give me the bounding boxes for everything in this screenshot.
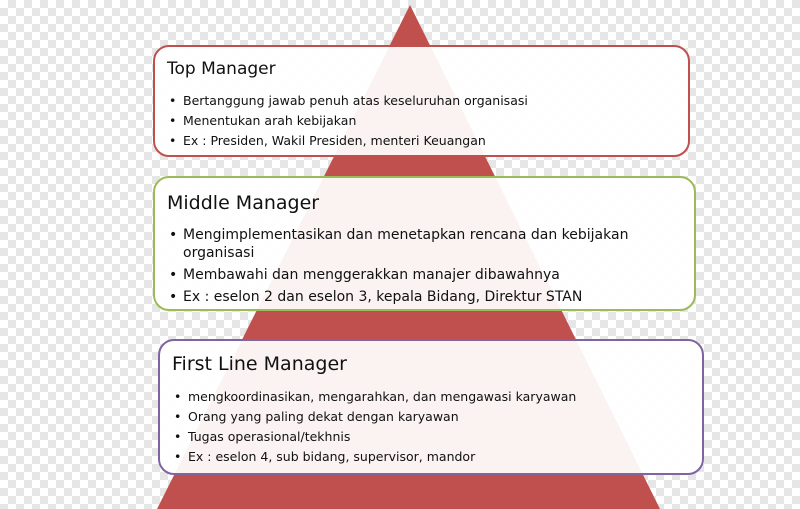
list-item: • Membawahi dan menggerakkan manajer dibawahnya <box>167 266 686 284</box>
top-manager-title: Top Manager <box>167 59 276 79</box>
list-item: • Ex : Presiden, Wakil Presiden, menteri Keuangan <box>167 131 680 151</box>
top-manager-box <box>153 45 690 157</box>
first-line-manager-list <box>172 387 694 467</box>
list-item: • Menentukan arah kebijakan <box>167 111 680 131</box>
list-item: • Ex : eselon 2 dan eselon 3, kepala Bidang, Direktur STAN <box>167 288 686 306</box>
middle-manager-title: Middle Manager <box>167 192 320 214</box>
list-item: • Bertanggung jawab penuh atas keseluruhan organisasi <box>167 91 680 111</box>
list-item: • Tugas operasional/tekhnis <box>172 427 694 447</box>
list-item: • Ex : eselon 4, sub bidang, supervisor, mandor <box>172 447 694 467</box>
list-item: • Orang yang paling dekat dengan karyawan <box>172 407 694 427</box>
list-item: • mengkoordinasikan, mengarahkan, dan mengawasi karyawan <box>172 387 694 407</box>
list-item: • Mengimplementasikan dan menetapkan rencana dan kebijakan organisasi <box>167 226 686 262</box>
middle-manager-list <box>167 226 686 310</box>
middle-manager-box <box>153 176 696 311</box>
first-line-manager-title: First Line Manager <box>172 353 347 375</box>
first-line-manager-box <box>158 339 704 475</box>
top-manager-list <box>167 91 680 151</box>
